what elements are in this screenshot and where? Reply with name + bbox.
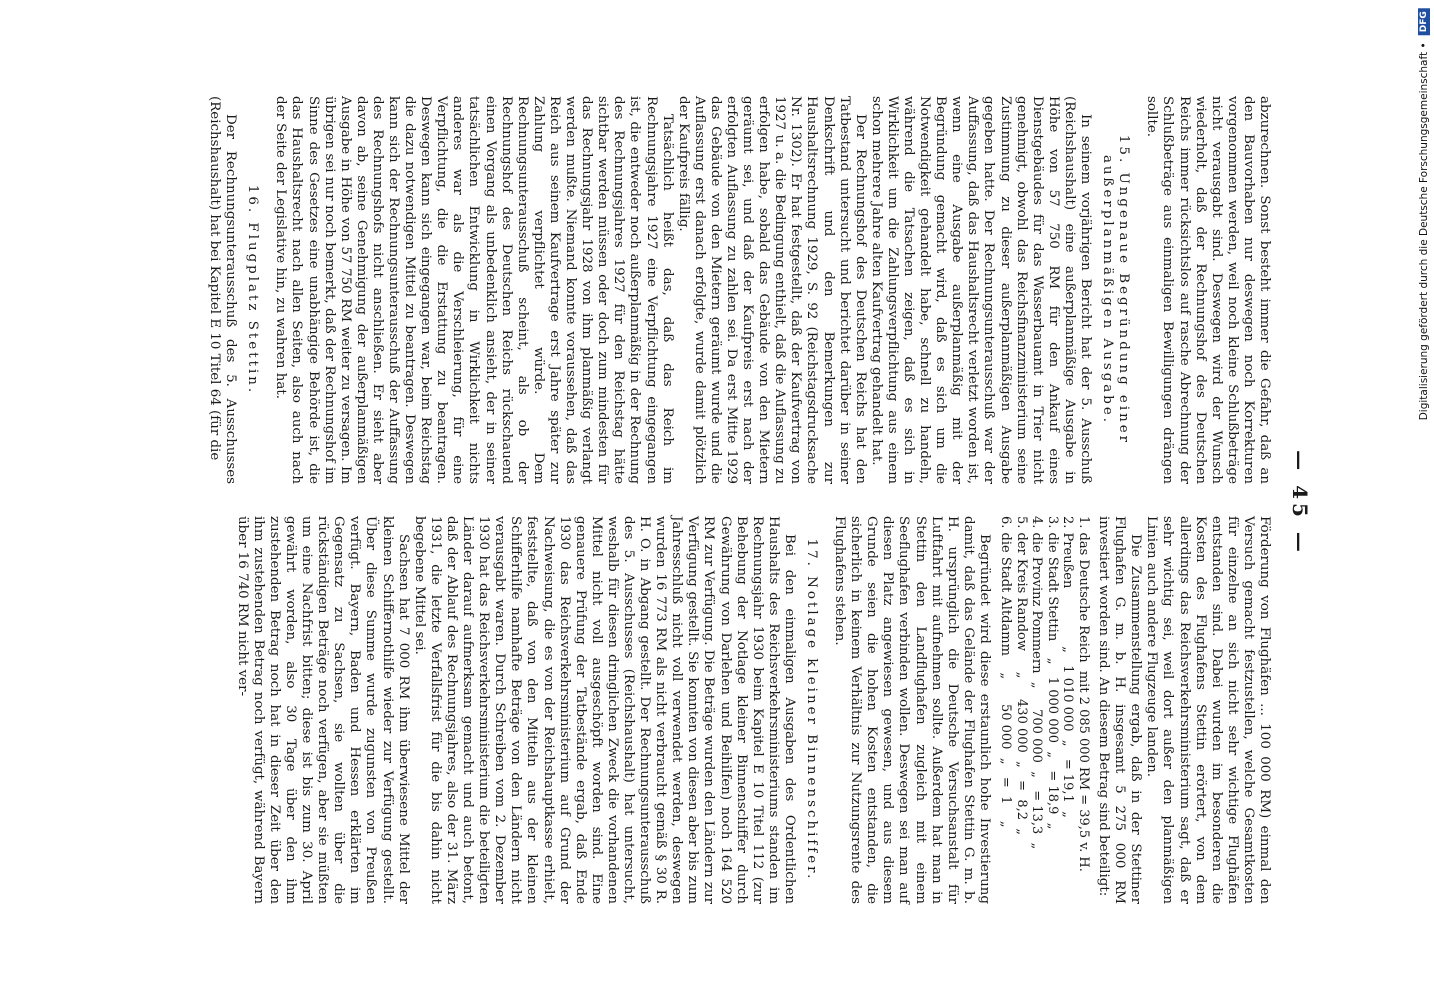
paragraph: Förderung von Flughäfen ... 100 000 RM) einmal den Versuch gemacht festzustellen, welche Gesamtkosten für einzelne an sich nicht sehr wichtige Flughäfen entstanden sind. Dabei wurden im besonderen die Kosten des Flughafens Stettin erörtert, von dem allerdings das Reichsverkehrsministerium sagt, daß er sehr wichtig sei, weil dort außer den planmäßigen Linien auch andere Flugzeuge landen. bbox=[1144, 516, 1272, 904]
section-heading-17: 17. Notlage kleiner Binnenschiffer. bbox=[804, 538, 820, 882]
investment-list bbox=[998, 516, 1091, 904]
list-item: 4. die Provinz Pommern „ 700 000 „ = 13,3 „ bbox=[1029, 516, 1045, 850]
paragraph: abzurechnen. Sonst besteht immer die Gefahr, daß an den Bauvorhaben nur deswegen noch Korrekturen vorgenommen werden, weil noch kleine Schlußbeträge nicht verausgabt sind. Deswegen wird der Wunsch wiederholt, daß der Rechnungshof des Deutschen Reichs immer rücksichtslos auf rasche Abrechnung der Schlußbeträge aus einmaligen Bewilligungen drängen sollte. bbox=[1144, 96, 1272, 484]
section-heading-15: 15. Ungenaue Begründung einer außerplanmäßigen Ausgabe. bbox=[1100, 134, 1132, 446]
paragraph: Tatsächlich heißt das, daß das Reich im Rechnungsjahre 1927 eine Verpflichtung eingegangen ist, die entweder noch außerplanmäßig in der Rechnung des Rechnungsjahres 1927 für den Reichstag hätte sichtbar werden müssen oder doch zum mindesten für das Rechnungsjahr 1928 von ihm planmäßig verlangt werden mußte. Niemand konnte voraussehen, daß das Reich aus seinem Kaufvertrage erst Jahre später zur Zahlung verpflichtet würde. Dem Rechnungsunterausschuß scheint, als ob der Rechnungshof des Deutschen Reichs rückschauend einen Vorgang als unbedenklich ansieht, der in seiner tatsächlichen Entwicklung in Wirklichkeit nichts anderes war als die Verschleierung, für eine Verpflichtung, die die Erstattung zu beantragen. Deswegen kann sich eingegangen war, beim Reichstag die dazu notwendigen Mittel zu beantragen. Deswegen kann sich der Rechnungsunterausschuß der Auffassung des Rechnungshofs nicht anschließen. Er sieht aber davon ab, seine Genehmigung der außerplanmäßigen Ausgabe in Höhe von 57 750 RM weiter zu versagen. Im übrigen sei nur noch bemerkt, daß der Rechnungshof im Sinne des Gesetzes eine unabhängige Behörde ist, die das Haushaltsrecht nach allen Seiten, also auch nach der Seite der Legislative hin, zu wahren hat. bbox=[273, 96, 675, 484]
list-item: 2. Preußen „ 1 010 000 „ = 19,1 „ bbox=[1060, 516, 1076, 818]
list-item: 3. die Stadt Stettin „ 1 000 000 „ = 18,9 „ bbox=[1044, 516, 1060, 830]
paragraph: Bei den einmaligen Ausgaben des Ordentlichen Haushalts des Reichsverkehrsministeriums standen im Rechnungsjahr 1930 beim Kapitel E 10 Titel 112 (zur Behebung der Notlage kleiner Binnenschiffer durch Gewährung von Darlehen und Beihilfen) noch 164 520 RM zur Verfügung. Die Beträge wurden den Ländern zur Verfügung gestellt. Sie konnten von diesen aber bis zum Jahresschluß nicht voll verwendet werden, deswegen wurden 16 773 RM als nicht verbraucht gemäß § 30 R. H. O. in Abgang gestellt. Der Rechnungsunterausschuß des 5. Ausschusses (Reichshaushalt) hat untersucht, weshalb für diesen dringlichen Zweck die vorhandenen Mittel nicht voll ausgeschöpft worden sind. Eine genauere Prüfung der Tatbestände ergab, daß Ende 1930 das Reichsverkehrsministerium auf Grund der Nachweisung, die es von der Reichshauptkasse erhielt, feststellte, daß von den Mitteln aus der kleinen Schifferhilfe namhafte Beträge von den Ländern nicht verausgabt waren. Durch Schreiben vom 2. Dezember 1930 hat das Reichsverkehrsministerium die beteiligten Länder darauf aufmerksam gemacht und auch betont, daß der Ablauf des Rechnungsjahres, also der 31. März 1931, die letzte Verfallsfrist für die bis dahin nicht begebene Mittel sei. bbox=[411, 516, 797, 904]
list-item: 5. der Kreis Randow „ 430 000 „ = 8,2 „ bbox=[1013, 516, 1029, 836]
page-number: — 45 — bbox=[1288, 450, 1312, 556]
paragraph: In seinem vorjährigen Bericht hat der 5. Ausschuß (Reichshaushalt) eine außerplanmäßige Ausgabe in Höhe von 57 750 RM für den Ankauf eines Dienstgebäudes für das Wasserbauamt in Trier nicht genehmigt, obwohl das Reichsfinanzministerium seine Zustimmung zu dieser außerplanmäßigen Ausgabe gegeben hatte. Der Rechnungsunterausschuß war der Auffassung, daß das Haushaltsrecht verletzt worden ist, wenn eine Ausgabe außerplanmäßig mit der Begründung gemacht wird, daß es sich um die Notwendigkeit gehandelt habe, schnell zu handeln, während die Tatsachen zeigen, daß es sich in Wirklichkeit um die Zahlungsverpflichtung aus einem schon mehrere Jahre alten Kaufvertrag gehandelt hat. bbox=[868, 96, 1094, 484]
list-item: 1. das Deutsche Reich mit 2 085 000 RM = 39,5 v. H. bbox=[1075, 516, 1091, 872]
section-heading-16: 16. Flugplatz Stettin. bbox=[245, 184, 261, 396]
paragraph: Begründet wird diese erstaunlich hohe Investierung damit, daß das Gelände der Flughafen Stettin G. m. b. H. ursprünglich die Deutsche Versuchsanstalt für Luftfahrt mit aufnehmen sollte. Außerdem hat man in Stettin den Landflughafen zugleich mit einem Seeflughafen verbinden wollen. Deswegen sei man auf diesen Platz angewiesen gewesen, und aus diesem Grunde seien die hohen Kosten entstanden, die sicherlich in keinem Verhältnis zur Nutzungsrente des Flughafens stehen. bbox=[832, 516, 992, 904]
paragraph: Der Rechnungshof des Deutschen Reichs hat den Tatbestand untersucht und berichtet darüber in seiner Denkschrift und den Bemerkungen zur Haushaltsrechnung 1929, S. 92 (Reichstagsdrucksache Nr. 1302). Er hat festgestellt, daß der Kaufvertrag von 1927 u. a. die Bedingung enthielt, daß die Auflassung zu erfolgen habe, sobald das Gebäude von den Mietern geräumt sei, und daß der Kaufpreis erst nach der erfolgten Auflassung zu zahlen sei. Da erst Mitte 1929 das Gebäude von den Mietern geräumt wurde und die Auflassung erst danach erfolgte, wurde damit plötzlich der Kaufpreis fällig. bbox=[675, 96, 868, 484]
paragraph: Sachsen hat 7 000 RM ihm überwiesene Mittel der kleinen Schiffernothilfe wieder zur Verfügung gestellt. Über diese Summe wurde zugunsten von Preußen verfügt. Bayern, Baden und Hessen erklärten im Gegensatz zu Sachsen, sie wollten über die rückständigen Beträge noch verfügen, aber sie müßten um eine Nachfrist bitten; diese ist bis zum 30. April gewährt worden, also 30 Tage über den ihm zustehenden Betrag noch hat in dieser Zeit über den ihm zustehenden Betrag noch verfügt, während Bayern über 16 740 RM nicht ver- bbox=[234, 516, 411, 904]
attribution-text: Digitalisierung gefördert durch die Deutsche Forschungsgemeinschaft • bbox=[1418, 42, 1430, 421]
paragraph: Die Zusammenstellung ergab, daß in der Stettiner Flughafen G. m. b. H. insgesamt 5 275 000 RM investiert worden sind. An diesem Betrag sind beteiligt: bbox=[1096, 516, 1144, 904]
dfg-attribution bbox=[1418, 8, 1430, 420]
list-item: 6. die Stadt Altdamm „ 50 000 „ = 1 „ bbox=[998, 516, 1014, 828]
paragraph: Der Rechnungsunterausschuß des 5. Ausschusses (Reichshaushalt) hat bei Kapitel E 10 Titel 64 (für die bbox=[207, 96, 239, 484]
dfg-logo-icon: DFG bbox=[1418, 8, 1430, 35]
right-column bbox=[234, 516, 1272, 904]
rotated-page bbox=[110, 68, 1320, 938]
left-column bbox=[206, 96, 1272, 484]
